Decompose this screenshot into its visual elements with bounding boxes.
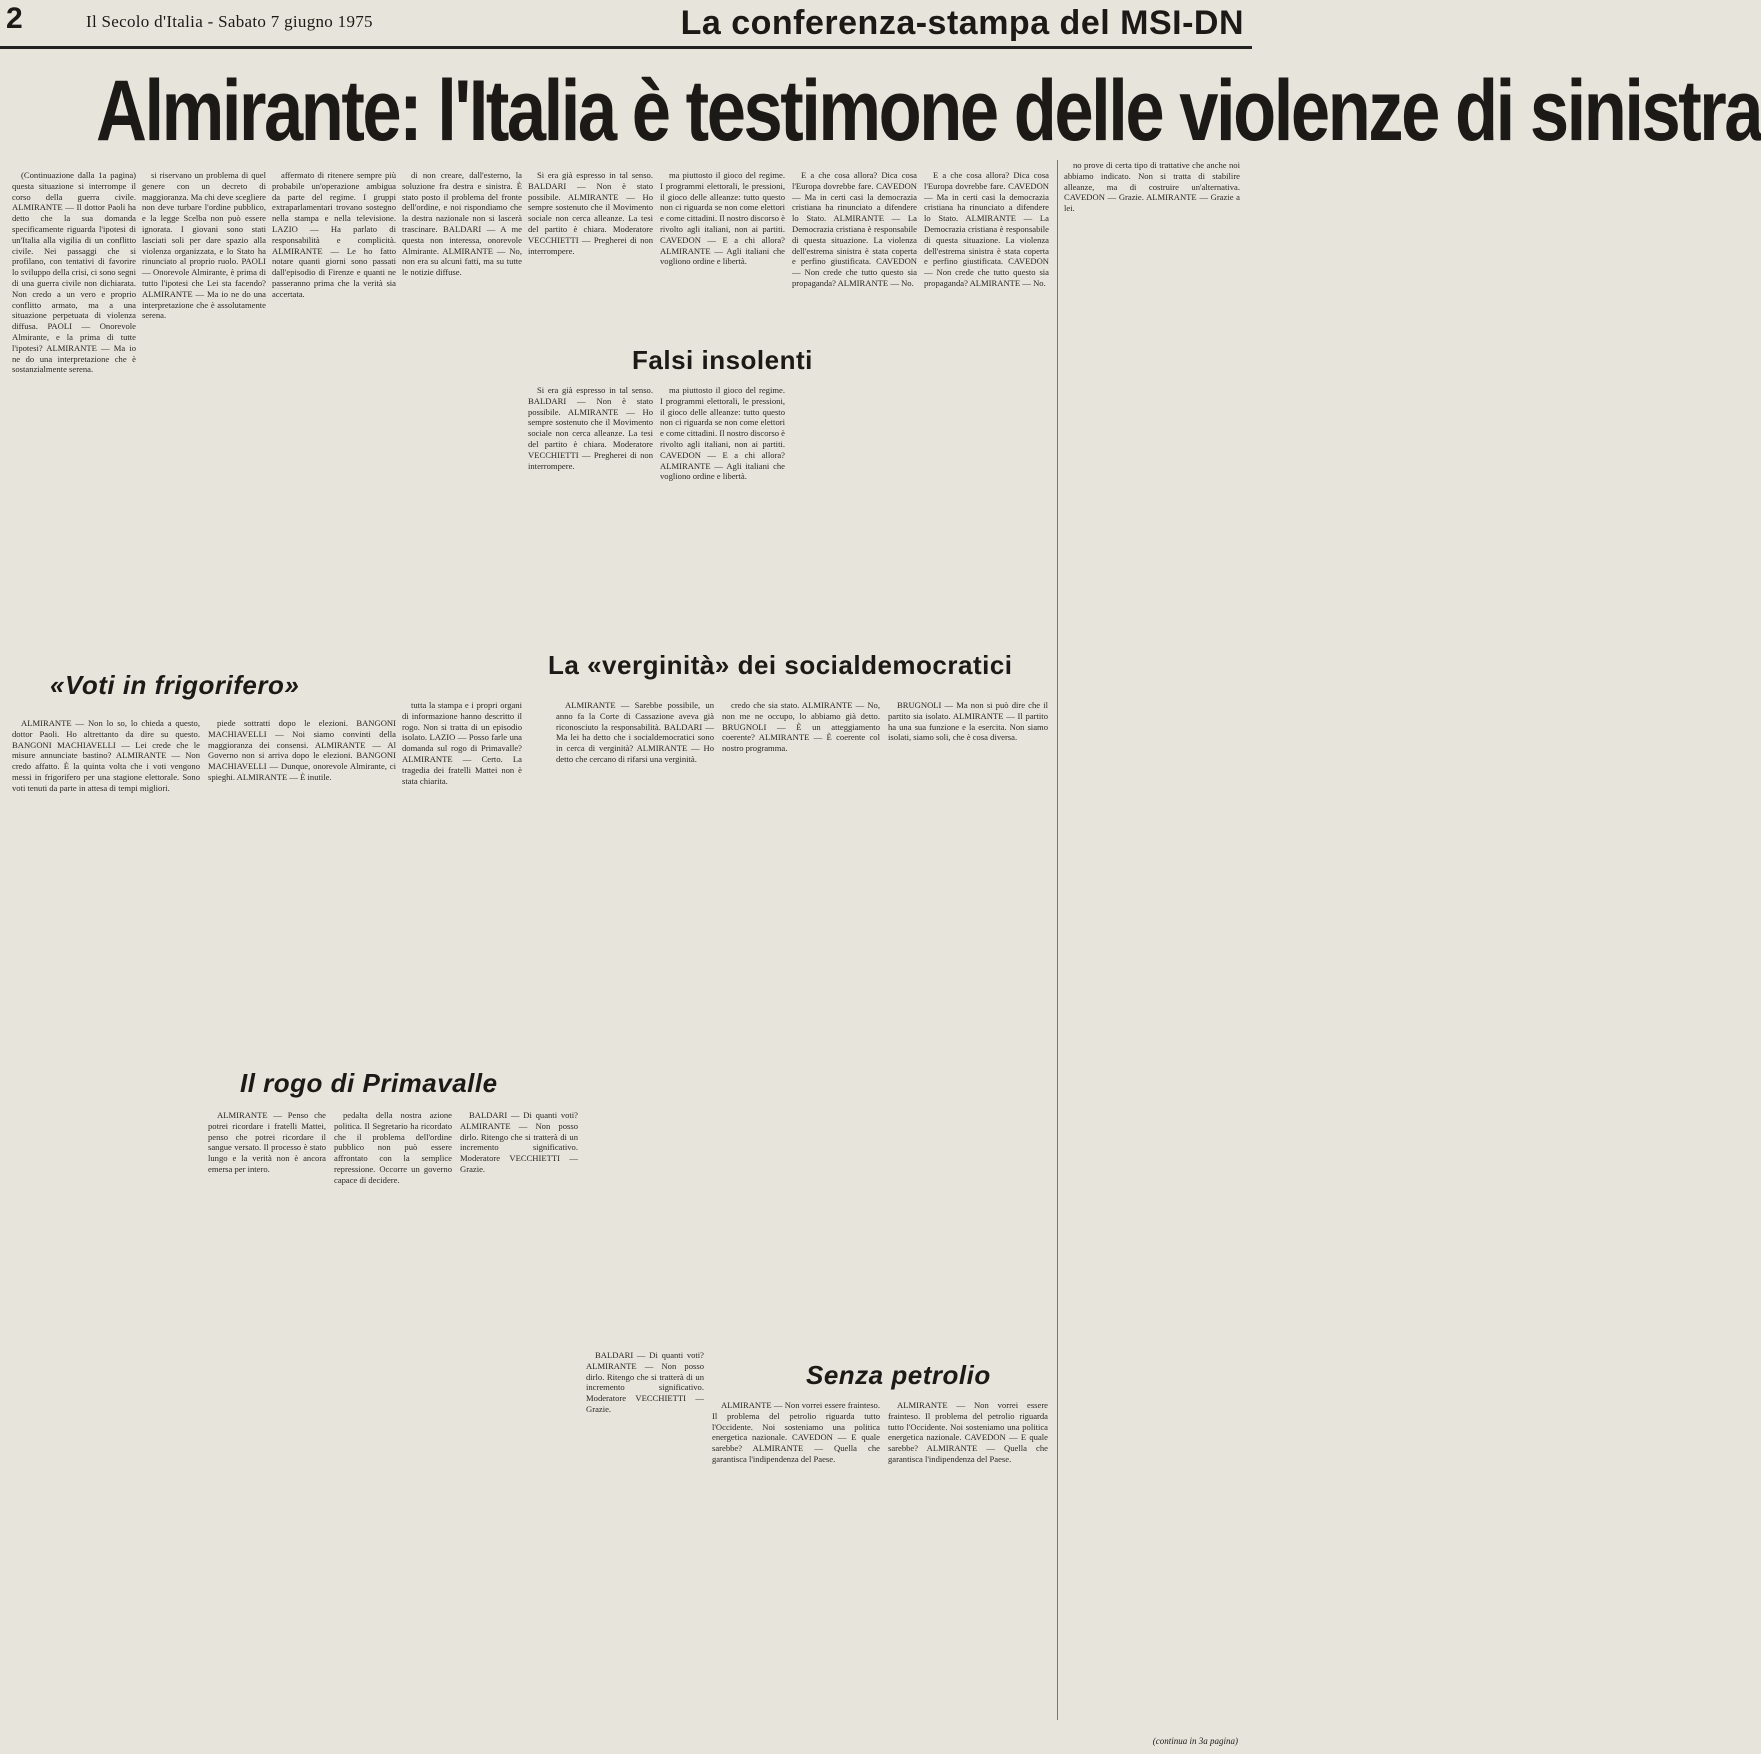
column-divider xyxy=(1057,160,1058,1720)
article-column: BALDARI — Di quanti voti? ALMIRANTE — Non posso dirlo. Ritengo che si tratterà di un incremento significativo. Moderatore VECCHIETTI — Grazie. xyxy=(460,1110,578,1174)
article-column: credo che sia stato. ALMIRANTE — No, non me ne occupo, lo abbiamo già detto. BRUGNOLI — È un atteggiamento coerente? ALMIRANTE — È coerente col nostro programma. xyxy=(722,700,880,754)
page-header xyxy=(0,0,1252,49)
subhead-rogo-di-primavalle: Il rogo di Primavalle xyxy=(240,1068,498,1098)
section-title: La conferenza-stampa del MSI-DN xyxy=(680,4,1244,42)
article-column: no prove di certa tipo di trattative che anche noi abbiamo indicato. Non si tratta di stabilire alleanze, ma di costruire un'alternativa. CAVEDON — Grazie. ALMIRANTE — Grazie a lei. xyxy=(1064,160,1240,214)
article-column: BALDARI — Di quanti voti? ALMIRANTE — Non posso dirlo. Ritengo che si tratterà di un incremento significativo. Moderatore VECCHIETTI — Grazie. xyxy=(586,1350,704,1414)
article-column: Si era già espresso in tal senso. BALDARI — Non è stato possibile. ALMIRANTE — Ho sempre sostenuto che il Movimento sociale non cerca alleanze. La tesi del partito è chiara. Moderatore VECCHIETTI — Pregherei di non interrompere. xyxy=(528,170,653,256)
article-column: E a che cosa allora? Dica cosa l'Europa dovrebbe fare. CAVEDON — Ma in certi casi la democrazia cristiana ha rinunciato a difendere lo Stato. ALMIRANTE — La Democrazia cristiana è responsabile di questa situazione. La violenza dell'estrema sinistra è stata coperta e perfino giustificata. CAVEDON — Non crede che tutto questo sia propaganda? ALMIRANTE — No. xyxy=(792,170,917,288)
article-column: affermato di ritenere sempre più probabile un'operazione ambigua da parte del regime. I gruppi extraparlamentari trovano sostegno nella stampa e nella televisione. LAZIO — Ha parlato di responsabilità e complicità. ALMIRANTE — Le ho fatto notare quanti giorni sono passati dall'episodio di Firenze e quanti ne passeranno prima che la verità sia accertata. xyxy=(272,170,396,299)
subhead-verginita-socialdemocratici: La «verginità» dei socialdemocratici xyxy=(548,650,1013,680)
continuation-note: (continua in 3a pagina) xyxy=(1152,1736,1238,1746)
article-column: ma piuttosto il gioco del regime. I programmi elettorali, le pressioni, il gioco delle alleanze: tutto questo non ci riguarda se non come elettori e come cittadini. Il nostro discorso è rivolto agli italiani, non ai partiti. CAVEDON — E a chi allora? ALMIRANTE — Agli italiani che vogliono ordine e libertà. xyxy=(660,385,785,482)
page-number: 2 xyxy=(6,2,23,35)
article-column: BRUGNOLI — Ma non si può dire che il partito sia isolato. ALMIRANTE — Il partito ha una sua funzione e la esercita. Non siamo isolati, siamo soli, che è cosa diversa. xyxy=(888,700,1048,743)
article-column: tutta la stampa e i propri organi di informazione hanno descritto il rogo. Non si tratta di un episodio isolato. LAZIO — Posso farle una domanda sul rogo di Primavalle? ALMIRANTE — Certo. La tragedia dei fratelli Mattei non è stata chiarita. xyxy=(402,700,522,786)
article-column: di non creare, dall'esterno, la soluzione fra destra e sinistra. È stato posto il problema del fronte dell'ordine, e noi rispondiamo che la destra nazionale non si lascerà trascinare. BALDARI — A me questa non interessa, onorevole Almirante. ALMIRANTE — No, non era su alcuni fatti, ma su tutte le notizie diffuse. xyxy=(402,170,522,278)
article-column: pedalta della nostra azione politica. Il Segretario ha ricordato che il problema dell'ordine pubblico non può essere affrontato con la semplice repressione. Occorre un governo capace di decidere. xyxy=(334,1110,452,1185)
article-column: piede sottratti dopo le elezioni. BANGONI MACHIAVELLI — Noi siamo convinti della maggioranza dei consensi. ALMIRANTE — Al Governo non si arriva dopo le elezioni. BANGONI MACHIAVELLI — Dunque, onorevole Almirante, ci spieghi. ALMIRANTE — È inutile. xyxy=(208,718,396,782)
dateline: Il Secolo d'Italia - Sabato 7 giugno 1975 xyxy=(86,12,373,31)
subhead-voti-in-frigorifero: «Voti in frigorifero» xyxy=(50,670,300,700)
article-column: ALMIRANTE — Penso che potrei ricordare i fratelli Mattei, penso che potrei ricordare il sangue versato. Il processo è stato lungo e la verità non è ancora emersa per intero. xyxy=(208,1110,326,1174)
subhead-falsi-insolenti: Falsi insolenti xyxy=(632,345,813,375)
article-column: si riservano un problema di quel genere con un decreto di maggioranza. Ma chi deve scegliere non deve turbare l'ordine pubblico, e la legge Scelba non può essere ignorata. I giovani sono stati lasciati soli per dare spazio alla violenza organizzata, e lo Stato ha rinunciato al proprio ruolo. PAOLI — Onorevole Almirante, è prima di tutto l'ipotesi che Lei sta facendo? ALMIRANTE — Ma io ne do una interpretazione che è assolutamente serena. xyxy=(142,170,266,321)
article-column: E a che cosa allora? Dica cosa l'Europa dovrebbe fare. CAVEDON — Ma in certi casi la democrazia cristiana ha rinunciato a difendere lo Stato. ALMIRANTE — La Democrazia cristiana è responsabile di questa situazione. La violenza dell'estrema sinistra è stata coperta e perfino giustificata. CAVEDON — Non crede che tutto questo sia propaganda? ALMIRANTE — No. xyxy=(924,170,1049,288)
article-column: (Continuazione dalla 1a pagina) questa situazione si interrompe il corso della guerra civile. ALMIRANTE — Il dottor Paoli ha detto che la sua domanda specificamente riguarda l'ipotesi di un'Italia alla vigilia di un conflitto civile. Nei passaggi che si profilano, con tentativi di favorire lo sviluppo della crisi, ci sono segni di una guerra civile non dichiarata. Non credo a un vero e proprio conflitto armato, ma a una situazione perpetuata di violenza diffusa. PAOLI — Onorevole Almirante, e la prima di tutte l'ipotesi? ALMIRANTE — Ma io ne do una interpretazione che è sostanzialmente serena. xyxy=(12,170,136,375)
subhead-senza-petrolio: Senza petrolio xyxy=(806,1360,991,1390)
article-column: ALMIRANTE — Non vorrei essere frainteso. Il problema del petrolio riguarda tutto l'Occidente. Noi sosteniamo una politica energetica nazionale. CAVEDON — E quale sarebbe? ALMIRANTE — Quella che garantisca l'indipendenza del Paese. xyxy=(888,1400,1048,1464)
article-column: ALMIRANTE — Non lo so, lo chieda a questo, dottor Paoli. Ho altrettanto da dire su questo. BANGONI MACHIAVELLI — Lei crede che le misure annunciate bastino? ALMIRANTE — Non credo affatto. È la quinta volta che i voti vengono messi in frigorifero per una stagione elettorale. Sono voti tenuti da parte in attesa di tempi migliori. xyxy=(12,718,200,793)
article-column: ALMIRANTE — Non vorrei essere frainteso. Il problema del petrolio riguarda tutto l'Occidente. Noi sosteniamo una politica energetica nazionale. CAVEDON — E quale sarebbe? ALMIRANTE — Quella che garantisca l'indipendenza del Paese. xyxy=(712,1400,880,1464)
article-column: ALMIRANTE — Sarebbe possibile, un anno fa la Corte di Cassazione aveva già riconosciuto la responsabilità. BALDARI — Ma lei ha detto che i socialdemocratici sono in cerca di verginità? ALMIRANTE — Ho detto che cercano di rifarsi una verginità. xyxy=(556,700,714,764)
article-column: ma piuttosto il gioco del regime. I programmi elettorali, le pressioni, il gioco delle alleanze: tutto questo non ci riguarda se non come elettori e come cittadini. Il nostro discorso è rivolto agli italiani, non ai partiti. CAVEDON — E a chi allora? ALMIRANTE — Agli italiani che vogliono ordine e libertà. xyxy=(660,170,785,267)
article-column: Si era già espresso in tal senso. BALDARI — Non è stato possibile. ALMIRANTE — Ho sempre sostenuto che il Movimento sociale non cerca alleanze. La tesi del partito è chiara. Moderatore VECCHIETTI — Pregherei di non interrompere. xyxy=(528,385,653,471)
main-headline: Almirante: l'Italia è testimone delle violenze di sinistra xyxy=(96,63,1761,159)
